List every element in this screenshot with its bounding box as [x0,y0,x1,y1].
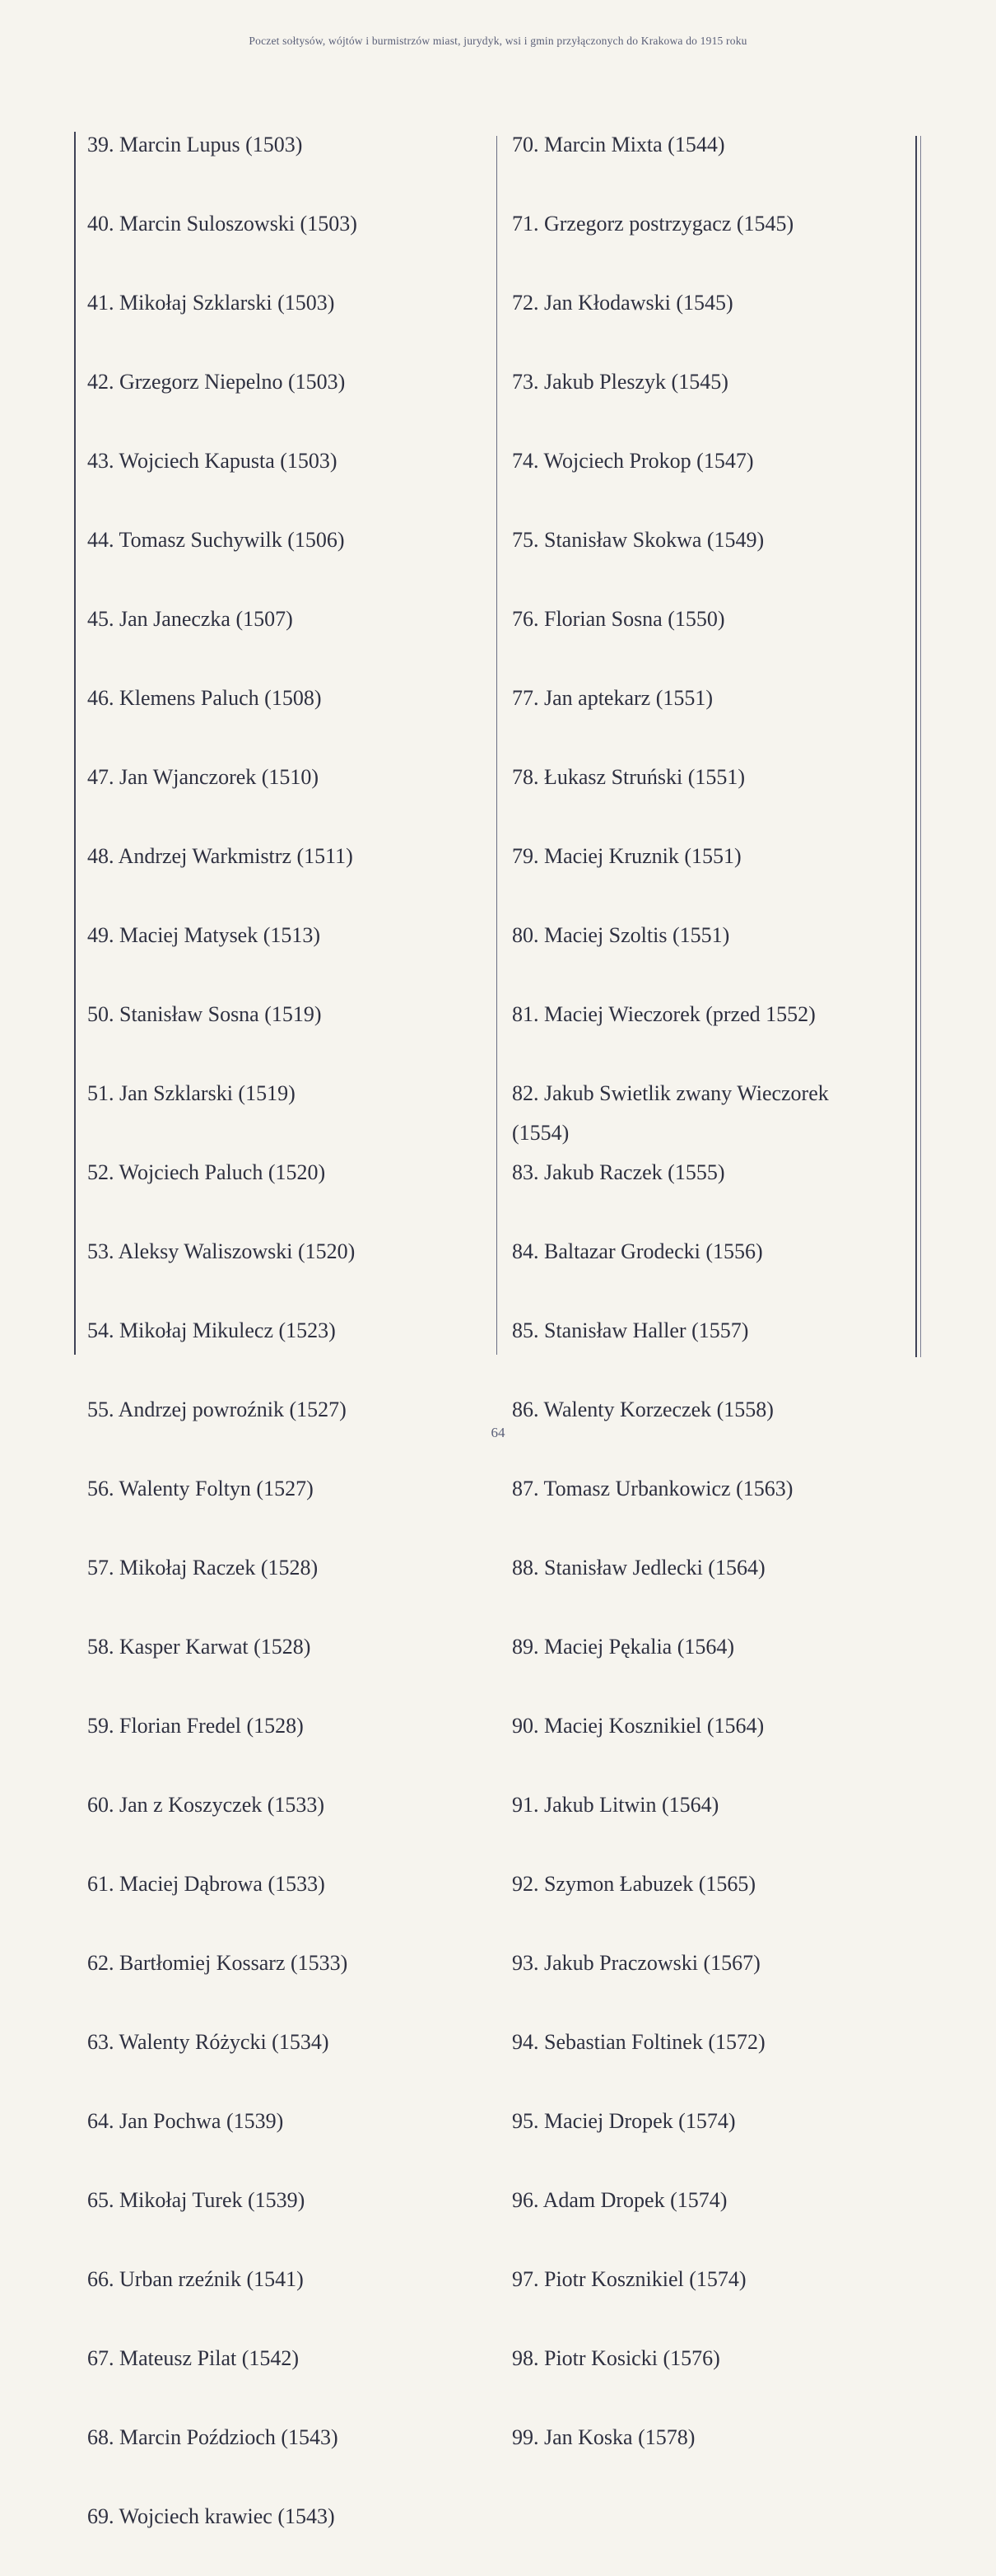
list-item: 89. Maciej Pękalia (1564) [512,1635,735,1659]
list-item: 62. Bartłomiej Kossarz (1533) [87,1951,348,1975]
list-item: 45. Jan Janeczka (1507) [87,607,293,631]
list-item: 90. Maciej Kosznikiel (1564) [512,1714,765,1738]
list-item: 82. Jakub Swietlik zwany Wieczorek (1554) [512,1081,829,1145]
left-column-list [87,125,482,2576]
list-item: 81. Maciej Wieczorek (przed 1552) [512,1002,816,1026]
list-item: 84. Baltazar Grodecki (1556) [512,1239,763,1263]
list-item: 72. Jan Kłodawski (1545) [512,291,733,315]
list-item: 78. Łukasz Struński (1551) [512,765,746,789]
list-item: 86. Walenty Korzeczek (1558) [512,1398,774,1421]
list-item: 54. Mikołaj Mikulecz (1523) [87,1318,336,1342]
list-item: 97. Piotr Kosznikiel (1574) [512,2267,747,2291]
list-item: 92. Szymon Łabuzek (1565) [512,1872,756,1896]
list-item: 66. Urban rzeźnik (1541) [87,2267,304,2291]
list-item: 99. Jan Koska (1578) [512,2425,696,2449]
list-item: 75. Stanisław Skokwa (1549) [512,528,765,552]
list-item: 61. Maciej Dąbrowa (1533) [87,1872,325,1896]
list-item: 48. Andrzej Warkmistrz (1511) [87,844,353,868]
list-item: 41. Mikołaj Szklarski (1503) [87,291,335,315]
list-item: 55. Andrzej powroźnik (1527) [87,1398,347,1421]
list-item: 47. Jan Wjanczorek (1510) [87,765,319,789]
list-item: 52. Wojciech Paluch (1520) [87,1160,326,1184]
page-number: 64 [491,1425,505,1440]
list-item: 73. Jakub Pleszyk (1545) [512,370,728,394]
list-item: 64. Jan Pochwa (1539) [87,2109,284,2133]
list-item: 42. Grzegorz Niepelno (1503) [87,370,346,394]
list-item: 80. Maciej Szoltis (1551) [512,923,730,947]
list-item: 93. Jakub Praczowski (1567) [512,1951,761,1975]
list-item: 98. Piotr Kosicki (1576) [512,2346,720,2370]
list-item: 39. Marcin Lupus (1503) [87,133,303,156]
list-item: 77. Jan aptekarz (1551) [512,686,714,710]
list-item: 74. Wojciech Prokop (1547) [512,449,754,473]
list-item: 79. Maciej Kruznik (1551) [512,844,742,868]
running-header: Poczet sołtysów, wójtów i burmistrzów miast, jurydyk, wsi i gmin przyłączonych do Krakowa do 1915 roku [249,35,747,47]
right-column-list [512,125,907,2497]
list-item: 56. Walenty Foltyn (1527) [87,1477,314,1500]
list-item: 87. Tomasz Urbankowicz (1563) [512,1477,794,1500]
list-item: 67. Mateusz Pilat (1542) [87,2346,300,2370]
list-item: 44. Tomasz Suchywilk (1506) [87,528,345,552]
list-item: 60. Jan z Koszyczek (1533) [87,1793,325,1817]
list-item: 65. Mikołaj Turek (1539) [87,2188,305,2212]
right-column-rule [915,136,917,1357]
list-item: 94. Sebastian Foltinek (1572) [512,2030,766,2054]
list-item: 59. Florian Fredel (1528) [87,1714,304,1738]
list-item: 91. Jakub Litwin (1564) [512,1793,719,1817]
list-item: 85. Stanisław Haller (1557) [512,1318,749,1342]
list-item: 83. Jakub Raczek (1555) [512,1160,725,1184]
list-item: 63. Walenty Różycki (1534) [87,2030,329,2054]
list-item: 51. Jan Szklarski (1519) [87,1081,296,1105]
list-item: 88. Stanisław Jedlecki (1564) [512,1556,766,1580]
left-column-rule [74,132,76,1355]
list-item: 49. Maciej Matysek (1513) [87,923,321,947]
list-item: 95. Maciej Dropek (1574) [512,2109,736,2133]
list-item: 57. Mikołaj Raczek (1528) [87,1556,319,1580]
list-item: 50. Stanisław Sosna (1519) [87,1002,322,1026]
list-item: 96. Adam Dropek (1574) [512,2188,728,2212]
list-item: 68. Marcin Poździoch (1543) [87,2425,338,2449]
list-item: 43. Wojciech Kapusta (1503) [87,449,337,473]
list-item: 53. Aleksy Waliszowski (1520) [87,1239,356,1263]
list-item: 40. Marcin Suloszowski (1503) [87,212,357,236]
list-item: 70. Marcin Mixta (1544) [512,133,725,156]
list-item: 76. Florian Sosna (1550) [512,607,725,631]
list-item: 46. Klemens Paluch (1508) [87,686,322,710]
list-item: 71. Grzegorz postrzygacz (1545) [512,212,794,236]
list-item: 58. Kasper Karwat (1528) [87,1635,311,1659]
right-column-rule-inner [920,136,921,1357]
list-item: 69. Wojciech krawiec (1543) [87,2504,335,2528]
center-column-rule [496,136,497,1355]
